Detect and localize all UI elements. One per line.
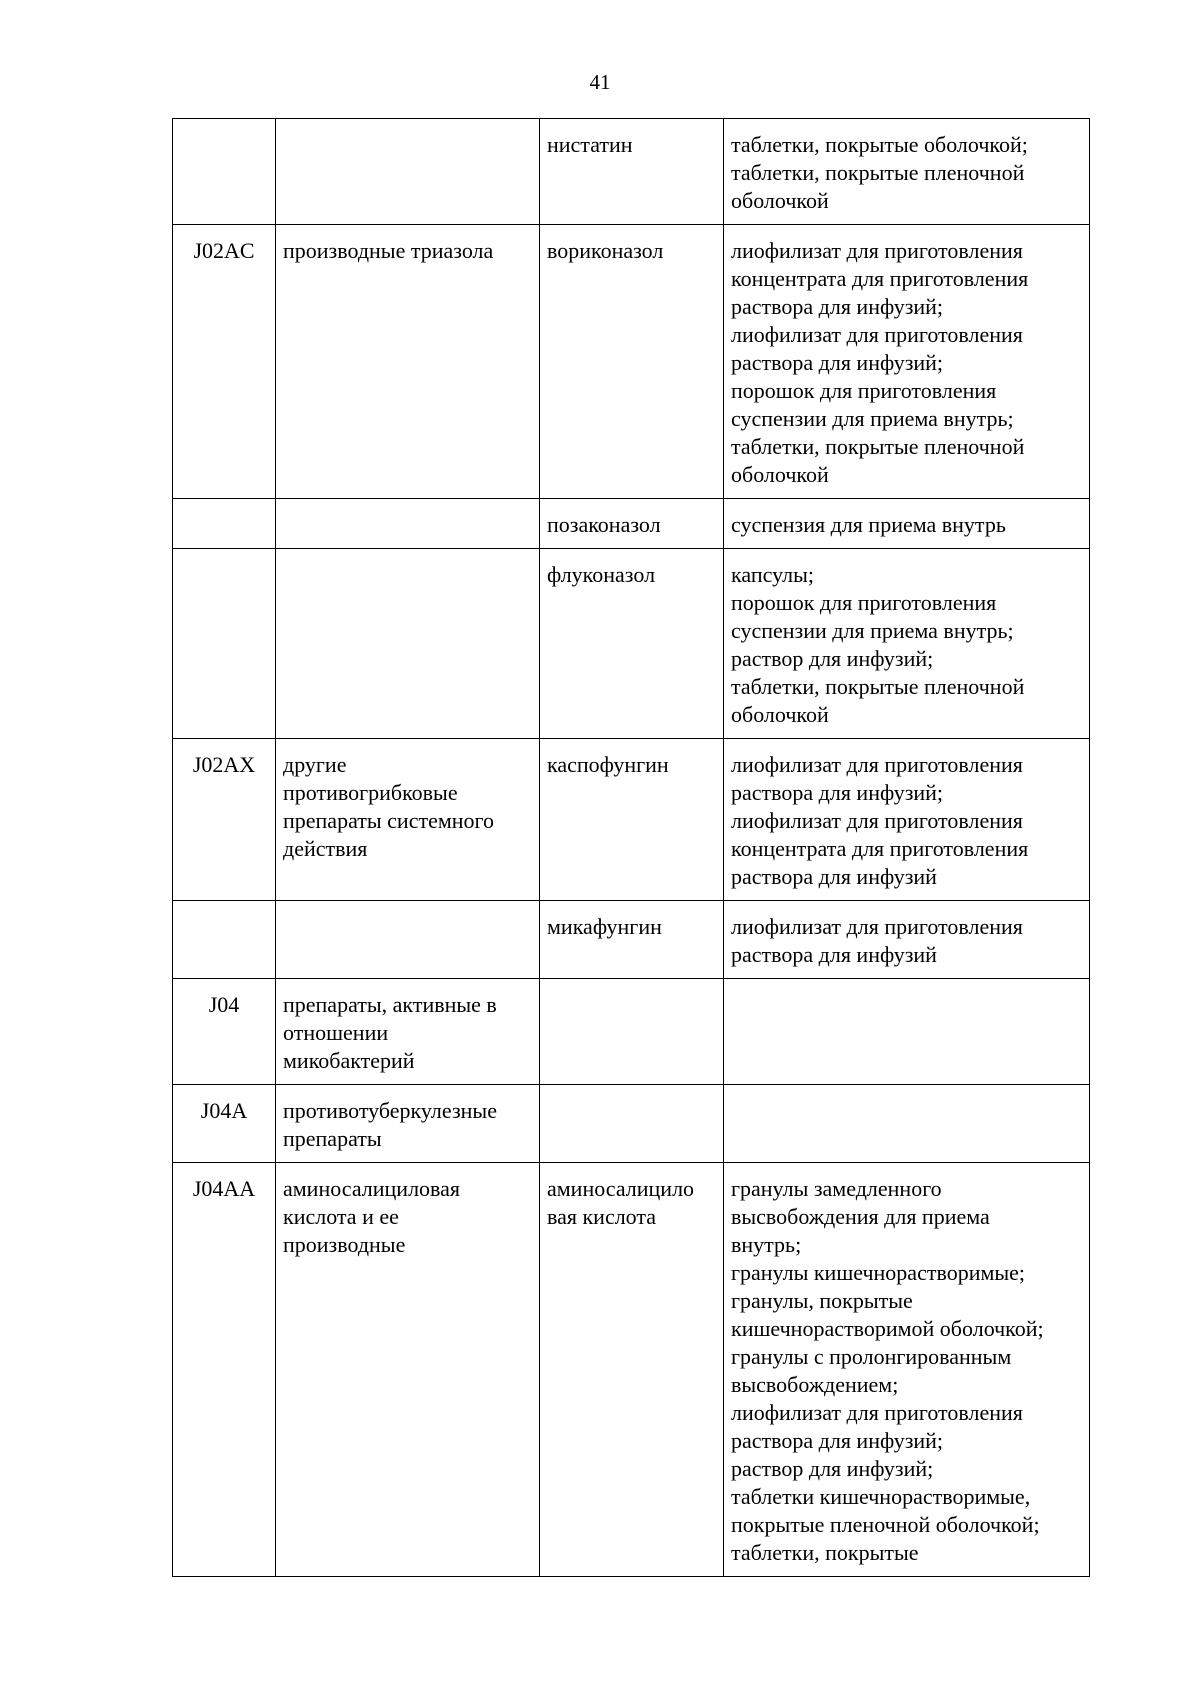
atc-code-cell-text: J04A — [200, 1098, 248, 1123]
atc-code-cell-text: J02AX — [192, 752, 256, 777]
atc-group-cell-line: аминосалициловая — [283, 1176, 461, 1201]
dosage-forms-cell-line: таблетки, покрытые — [731, 1540, 919, 1565]
dosage-forms-cell — [724, 901, 1090, 979]
drug-name-cell-line: нистатин — [547, 132, 633, 157]
table-row — [173, 901, 1090, 979]
atc-group-cell-line: кислота и ее — [283, 1204, 399, 1229]
atc-group-cell — [276, 499, 540, 549]
table-row — [173, 499, 1090, 549]
dosage-forms-cell-line: гранулы, покрытые — [731, 1288, 913, 1313]
dosage-forms-cell-line: суспензии для приема внутрь; — [731, 618, 1014, 643]
atc-group-cell — [276, 549, 540, 739]
dosage-forms-cell-line: оболочкой — [731, 188, 829, 213]
drug-name-cell — [540, 499, 724, 549]
dosage-forms-cell-line: лиофилизат для приготовления — [731, 238, 1023, 263]
dosage-forms-cell-line: лиофилизат для приготовления — [731, 322, 1023, 347]
atc-code-cell — [173, 901, 276, 979]
drug-name-cell — [540, 901, 724, 979]
dosage-forms-cell-line: высвобождением; — [731, 1372, 899, 1397]
dosage-forms-cell-line: раствор для инфузий; — [731, 646, 934, 671]
dosage-forms-cell-line: таблетки, покрытые пленочной — [731, 434, 1025, 459]
dosage-forms-cell — [724, 225, 1090, 499]
dosage-forms-cell-line: раствора для инфузий; — [731, 1428, 944, 1453]
dosage-forms-cell-line: раствора для инфузий; — [731, 294, 944, 319]
dosage-forms-cell-line: порошок для приготовления — [731, 378, 997, 403]
dosage-forms-cell-line: концентрата для приготовления — [731, 266, 1029, 291]
atc-group-cell-line: отношении — [283, 1020, 389, 1045]
atc-group-cell — [276, 979, 540, 1085]
dosage-forms-cell-line: таблетки, покрытые пленочной — [731, 674, 1025, 699]
table-row — [173, 739, 1090, 901]
atc-code-cell-text: J02AC — [193, 238, 255, 263]
dosage-forms-cell-line: порошок для приготовления — [731, 590, 997, 615]
dosage-forms-cell-line: таблетки, покрытые оболочкой; — [731, 132, 1028, 157]
drug-name-cell — [540, 1085, 724, 1163]
table-row — [173, 549, 1090, 739]
dosage-forms-cell-line: кишечнорастворимой оболочкой; — [731, 1316, 1044, 1341]
dosage-forms-cell-line: покрытые пленочной оболочкой; — [731, 1512, 1040, 1537]
drug-name-cell — [540, 225, 724, 499]
dosage-forms-cell — [724, 549, 1090, 739]
atc-group-cell-line: другие — [283, 752, 347, 777]
atc-code-cell — [173, 499, 276, 549]
dosage-forms-cell-line: таблетки кишечнорастворимые, — [731, 1484, 1031, 1509]
dosage-forms-cell-line: раствора для инфузий; — [731, 780, 944, 805]
dosage-forms-cell — [724, 499, 1090, 549]
dosage-forms-cell-line: внутрь; — [731, 1232, 802, 1257]
dosage-forms-cell-line: таблетки, покрытые пленочной — [731, 160, 1025, 185]
table-row — [173, 225, 1090, 499]
atc-group-cell — [276, 225, 540, 499]
drug-name-cell — [540, 1163, 724, 1577]
atc-group-cell — [276, 901, 540, 979]
dosage-forms-cell-line: лиофилизат для приготовления — [731, 1400, 1023, 1425]
drug-name-cell-line: позаконазол — [547, 512, 661, 537]
dosage-forms-cell — [724, 739, 1090, 901]
atc-code-cell — [173, 119, 276, 225]
dosage-forms-cell-line: раствора для инфузий — [731, 942, 937, 967]
dosage-forms-cell-line: суспензия для приема внутрь — [731, 512, 1006, 537]
dosage-forms-cell-line: высвобождения для приема — [731, 1204, 990, 1229]
atc-group-cell-line: микобактерий — [283, 1048, 415, 1073]
page-number: 41 — [589, 70, 611, 94]
atc-group-cell-line: производные триазола — [283, 238, 494, 263]
atc-code-cell — [173, 549, 276, 739]
atc-code-cell — [173, 1163, 276, 1577]
drug-table — [172, 118, 1090, 1577]
dosage-forms-cell-line: гранулы с пролонгированным — [731, 1344, 1012, 1369]
dosage-forms-cell-line: суспензии для приема внутрь; — [731, 406, 1014, 431]
table-row — [173, 1085, 1090, 1163]
dosage-forms-cell-line: раствор для инфузий; — [731, 1456, 934, 1481]
drug-name-cell — [540, 119, 724, 225]
dosage-forms-cell-line: концентрата для приготовления — [731, 836, 1029, 861]
atc-group-cell-line: препараты — [283, 1126, 382, 1151]
table-row — [173, 119, 1090, 225]
atc-group-cell — [276, 119, 540, 225]
table-row — [173, 979, 1090, 1085]
atc-group-cell-line: препараты системного — [283, 808, 495, 833]
atc-group-cell — [276, 1163, 540, 1577]
drug-name-cell — [540, 979, 724, 1085]
drug-name-cell-line: микафунгин — [547, 914, 662, 939]
atc-code-cell — [173, 739, 276, 901]
atc-code-cell-text: J04 — [208, 992, 240, 1017]
table-row — [173, 1163, 1090, 1577]
atc-group-cell-line: действия — [283, 836, 368, 861]
atc-group-cell-line: препараты, активные в — [283, 992, 497, 1017]
dosage-forms-cell-line: гранулы кишечнорастворимые; — [731, 1260, 1026, 1285]
atc-code-cell — [173, 1085, 276, 1163]
atc-code-cell-text: J04AA — [192, 1176, 256, 1201]
dosage-forms-cell — [724, 1163, 1090, 1577]
dosage-forms-cell-line: оболочкой — [731, 462, 829, 487]
dosage-forms-cell-line: оболочкой — [731, 702, 829, 727]
dosage-forms-cell-line: лиофилизат для приготовления — [731, 752, 1023, 777]
drug-name-cell-line: вая кислота — [547, 1204, 657, 1229]
drug-name-cell — [540, 739, 724, 901]
dosage-forms-cell-line: раствора для инфузий — [731, 864, 937, 889]
dosage-forms-cell — [724, 979, 1090, 1085]
atc-group-cell-line: противогрибковые — [283, 780, 458, 805]
drug-name-cell — [540, 549, 724, 739]
dosage-forms-cell-line: капсулы; — [731, 562, 814, 587]
atc-group-cell-line: производные — [283, 1232, 406, 1257]
drug-name-cell-line: каспофунгин — [547, 752, 669, 777]
atc-group-cell-line: противотуберкулезные — [283, 1098, 497, 1123]
dosage-forms-cell-line: лиофилизат для приготовления — [731, 808, 1023, 833]
dosage-forms-cell — [724, 119, 1090, 225]
atc-group-cell — [276, 1085, 540, 1163]
atc-code-cell — [173, 979, 276, 1085]
dosage-forms-cell-line: лиофилизат для приготовления — [731, 914, 1023, 939]
drug-name-cell-line: вориконазол — [547, 238, 664, 263]
atc-code-cell — [173, 225, 276, 499]
drug-name-cell-line: аминосалицило — [547, 1176, 695, 1201]
drug-name-cell-line: флуконазол — [547, 562, 656, 587]
dosage-forms-cell-line: раствора для инфузий; — [731, 350, 944, 375]
atc-group-cell — [276, 739, 540, 901]
dosage-forms-cell-line: гранулы замедленного — [731, 1176, 942, 1201]
dosage-forms-cell — [724, 1085, 1090, 1163]
